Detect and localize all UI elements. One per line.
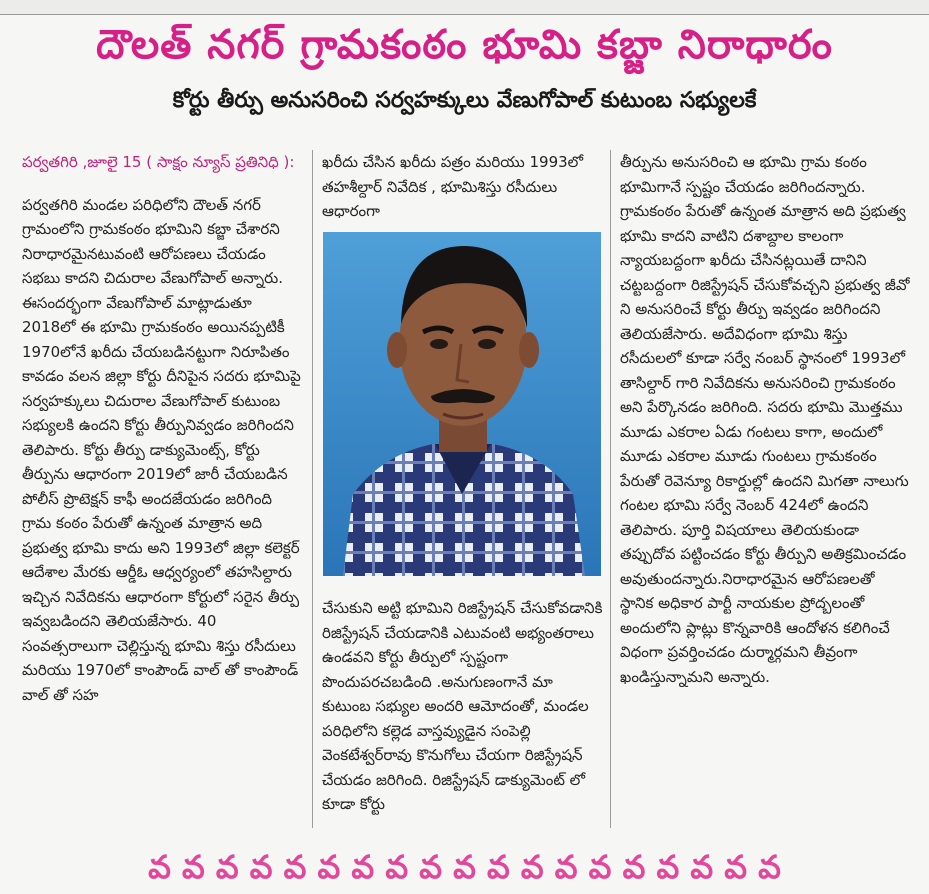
article-column-2-top (322, 150, 604, 224)
article-column-2-bottom (322, 596, 604, 817)
column2-top-text: ఖరీదు చేసిన ఖరీదు పత్రం మరియు 1993లో తహశీల్దార్ నివేదిక , భూమిశిస్తు రసీదులు ఆధారంగా (322, 153, 584, 220)
next-headline-partial: వ వ వ వ వ వ వ వ వ వ వ వ వ వ వ వ వ వ వ (148, 848, 781, 886)
dateline: పర్వతగిరి ,జూలై 15 ( సాక్షం న్యూస్ ప్రతినిధి ): (22, 153, 295, 171)
column-divider (312, 150, 313, 828)
article-column-3 (620, 150, 910, 689)
article-column-1 (22, 150, 308, 707)
column1-paragraph-1: పర్వతగిరి మండల పరిధిలోని దౌలత్ నగర్ గ్రామంలోని గ్రామకంఠం భూమిని కబ్జా చేశారని నిరాధారమైనటువంటి ఆరోపణలు చేయడం సభబు కాదని చిదురాల వేణుగోపాల్ అన్నారు. ఈసందర్భంగా వేణుగోపాల్ మాట్లాడుతూ 2018లో ఈ భూమి గ్రామకంఠం అయినప్పటికీ 1970లోనే ఖరీదు చేయబడినట్టుగా నిరూపితం కావడం వలన జిల్లా కోర్టు దీనిపైన సదరు భూమిపై సర్వహక్కులు చిదురాల వేణుగోపాల్ కుటుంబ సభ్యులకి ఉందని కోర్టు తీర్పునివ్వడం జరిగిందని తెలిపారు. కోర్టు తీర్పు డాక్యుమెంట్స్, కోర్టు తీర్పును ఆధారంగా 2019లో జారీ చేయబడిన పోలీస్ ప్రొటెక్షన్ కాఫీ అందజేయడం జరిగింది (22, 195, 301, 508)
column1-paragraph-2: గ్రామ కంఠం పేరుతో ఉన్నంత మాత్రాన అది ప్రభుత్వ భూమి కాదు అని 1993లో జిల్లా కలెక్టర్ ఆదేశాల మేరకు ఆర్డీఓ ఆధ్వర్యంలో తహసిల్దారు ఇచ్చిన నివేదికను ఆధారంగా కోర్టులో సరైన తీర్పు ఇవ్వబడిందని తెలియజేసారు. 40 సంవత్సరాలుగా చెల్లిస్తున్న భూమి శిస్తు రసీదులు మరియు 1970లో కాంపౌండ్ వాల్ తో కాంపౌండ్ వాల్ తో సహ (22, 514, 300, 704)
headline: దౌలత్ నగర్ గ్రామకంఠం భూమి కబ్జా నిరాధారం (96, 22, 833, 68)
man-portrait-illustration (323, 232, 601, 576)
portrait-photo (323, 232, 601, 576)
column-divider (610, 150, 611, 828)
top-strip (0, 0, 929, 15)
column3-text: తీర్పును అనుసరించి ఆ భూమి గ్రామ కంఠం భూమిగానే స్పష్టం చేయడం జరిగిందన్నారు. గ్రామకంఠం పేరుతో ఉన్నంత మాత్రాన అది ప్రభుత్వ భూమి కాదని వాటిని దశాబ్దాల కాలంగా న్యాయబద్దంగా ఖరీదు చేసినట్లయితే దానిని చట్టబద్దంగా రిజిస్ట్రేషన్ చేసుకోవచ్చని ప్రభుత్వ జీవో ని అనుసరించే కోర్టు తీర్పు ఇవ్వడం జరిగిందని తెలియజేసారు. అదేవిధంగా భూమి శిస్తు రసీదులలో కూడా సర్వే నంబర్ స్థానంలో 1993లో తాసిల్దార్ గారి నివేదికను అనుసరించి గ్రామకంఠం అని పేర్కొనడం జరిగింది. సదరు భూమి మొత్తము మూడు ఎకరాల ఏడు గంటలు కాగా, అందులో మూడు ఎకరాల మూడు గుంటలు గ్రామకంఠం పేరుతో రెవెన్యూ రికార్డుల్లో ఉందని మిగతా నాలుగు గంటల భూమి సర్వే నెంబర్ 424లో ఉందని తెలిపారు. పూర్తి విషయాలు తెలియకుండా తప్పుదోవ పట్టించడం కోర్టు తీర్పుని అతిక్రమించడం అవుతుందన్నారు.నిరాధారమైన ఆరోపణలతో స్థానిక అధికార పార్టీ నాయకుల ప్రోద్బలంతో అందులోని ప్లాట్లు కొన్నవారికి ఆందోళన కలిగించే విధంగా ప్రవర్తించడం దుర్మార్గమని తీవ్రంగా ఖండిస్తున్నామని అన్నారు. (620, 153, 910, 686)
subheadline: కోర్టు తీర్పు అనుసరించి సర్వహక్కులు వేణుగోపాల్ కుటుంబ సభ్యులకే (172, 88, 757, 113)
column2-bottom-text: చేసుకుని అట్టి భూమిని రిజిస్ట్రేషన్ చేసుకోవడానికి రిజిస్ట్రేషన్ చేయడానికి ఎటువంటి అభ్యంతరాలు ఉండవని కోర్టు తీర్పులో స్పష్టంగా పొందుపరచబడింది .అనుగుణంగానే మా కుటుంబ సభ్యుల అందరి ఆమోదంతో, మండల పరిధిలోని కల్లెడ వాస్తవ్యుడైన సంపెల్లి వెంకటేశ్వర్‌రావు కొనుగోలు చేయగా రిజిస్ట్రేషన్ చేయడం జరిగింది. రిజిస్ట్రేషన్ డాక్యుమెంట్ లో కూడా కోర్టు (322, 599, 603, 813)
